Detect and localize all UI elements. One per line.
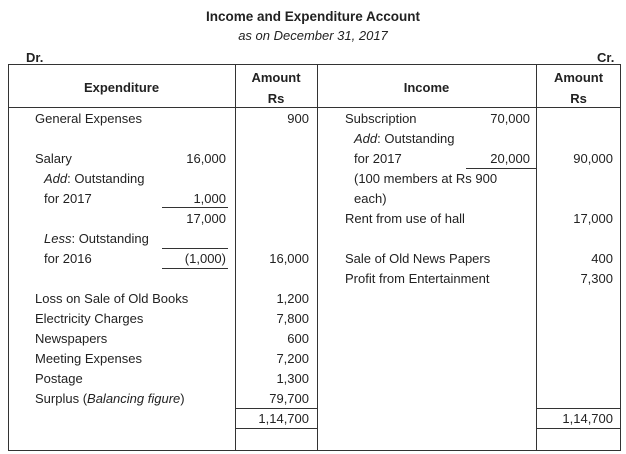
expense-item-label: Newspapers (35, 331, 108, 346)
general-expenses-amount: 900 (287, 111, 309, 126)
salary-label: Salary (35, 151, 72, 166)
entertainment-amount: 7,300 (580, 271, 613, 286)
salary-less-outstanding (44, 231, 149, 246)
credit-marker: Cr. (597, 50, 615, 65)
salary-less-rule (162, 248, 228, 249)
expense-item-label: Postage (35, 371, 83, 386)
subscription-outstanding: 20,000 (490, 151, 530, 166)
expense-item-label: Loss on Sale of Old Books (35, 291, 189, 306)
entertainment-label: Profit from Entertainment (345, 271, 490, 286)
surplus-label (35, 391, 185, 406)
salary-add-rest: : Outstanding (67, 171, 145, 186)
rent-amount: 17,000 (573, 211, 613, 226)
old-newspapers-amount: 400 (591, 251, 613, 266)
salary-add-word: Add (44, 171, 68, 186)
salary-for-2016: for 2016 (44, 251, 92, 266)
salary-subtotal: 17,000 (186, 211, 226, 226)
surplus-amount: 79,700 (269, 391, 309, 406)
salary-value: 16,000 (186, 151, 226, 166)
salary-subtotal-rule (162, 207, 228, 208)
income-total: 1,14,700 (562, 411, 613, 426)
total-rule-right-bottom (536, 428, 621, 429)
expenditure-total: 1,14,700 (258, 411, 309, 426)
expense-item-label: Electricity Charges (35, 311, 144, 326)
column-divider-1 (235, 64, 236, 451)
account-title: Income and Expenditure Account (205, 9, 421, 24)
subscription-note-line-2: each) (354, 191, 387, 206)
account-subtitle: as on December 31, 2017 (238, 28, 388, 43)
subscription-add-word: Add (354, 131, 378, 146)
surplus-label-italic: Balancing figure (87, 391, 181, 406)
expense-item-amount: 7,200 (276, 351, 309, 366)
expense-item-amount: 1,200 (276, 291, 309, 306)
salary-for-2017: for 2017 (44, 191, 92, 206)
general-expenses-label: General Expenses (35, 111, 142, 126)
subscription-label: Subscription (345, 111, 417, 126)
header-income: Income (403, 80, 450, 95)
surplus-label-start: Surplus ( (35, 391, 88, 406)
total-rule-left-top (235, 408, 317, 409)
subscription-add-outstanding (354, 131, 454, 146)
debit-marker: Dr. (26, 50, 44, 65)
header-amount-left: Amount (251, 70, 301, 85)
subscription-add-rest: : Outstanding (377, 131, 455, 146)
salary-outstanding-2016: (1,000) (184, 251, 226, 266)
salary-less-word: Less (44, 231, 72, 246)
header-amount-right: Amount (553, 70, 604, 85)
expense-item-label: Meeting Expenses (35, 351, 142, 366)
salary-less-rest: : Outstanding (71, 231, 149, 246)
subscription-note-line-1: (100 members at Rs 900 (354, 171, 498, 186)
subscription-value: 70,000 (490, 111, 530, 126)
total-rule-left-bottom (235, 428, 317, 429)
total-rule-right-top (536, 408, 621, 409)
rent-label: Rent from use of hall (345, 211, 465, 226)
expense-item-amount: 7,800 (276, 311, 309, 326)
subscription-rule (466, 168, 536, 169)
salary-amount: 16,000 (269, 251, 309, 266)
expense-item-amount: 1,300 (276, 371, 309, 386)
expense-item-amount: 600 (287, 331, 309, 346)
header-expenditure: Expenditure (83, 80, 160, 95)
salary-net-rule (162, 268, 228, 269)
salary-outstanding-2017: 1,000 (193, 191, 226, 206)
subscription-for-2017: for 2017 (354, 151, 402, 166)
column-divider-3 (536, 64, 537, 451)
header-rs-right: Rs (570, 91, 587, 106)
column-divider-2 (317, 64, 318, 451)
salary-add-outstanding (44, 171, 144, 186)
header-rs-left: Rs (267, 91, 285, 106)
surplus-label-end: ) (180, 391, 185, 406)
subscription-amount: 90,000 (573, 151, 613, 166)
header-rule (8, 107, 621, 108)
old-newspapers-label: Sale of Old News Papers (345, 251, 491, 266)
